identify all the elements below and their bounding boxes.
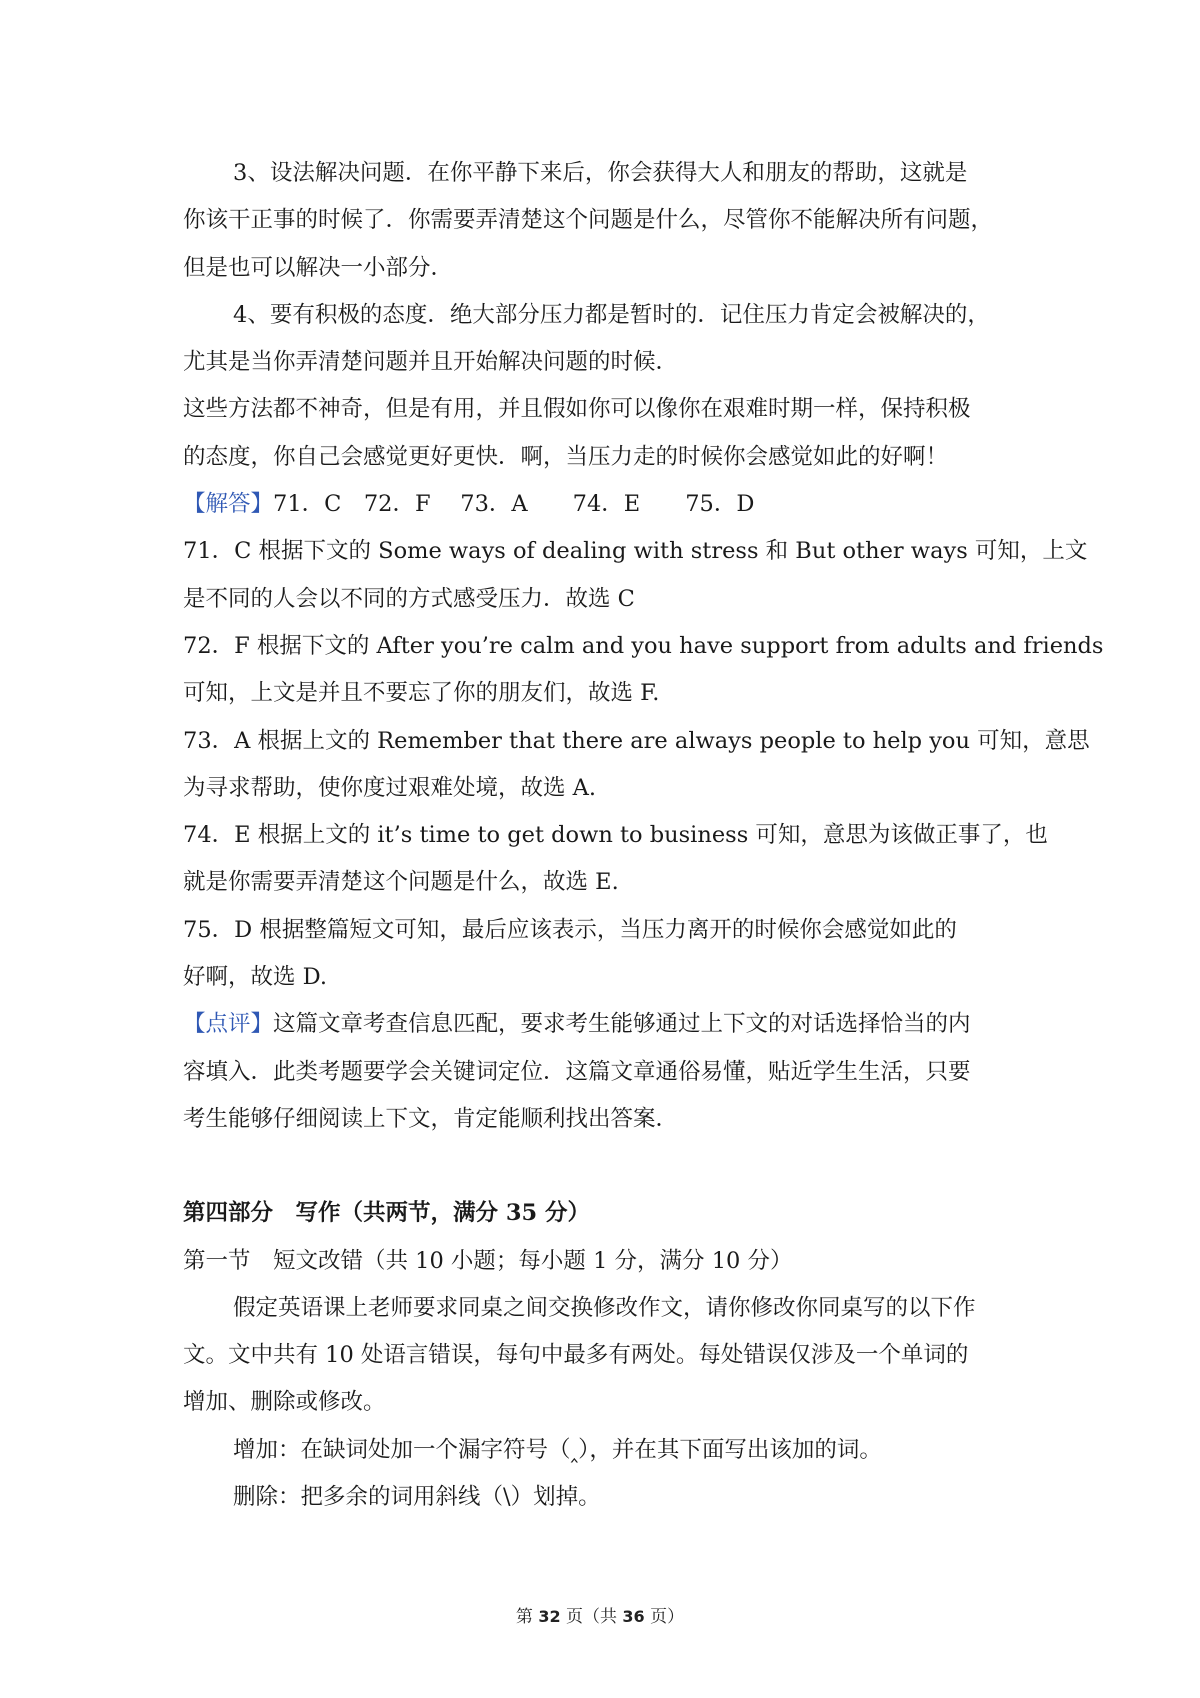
summary-line-1: 这些方法都不神奇，但是有用，并且假如你可以像你在艰难时期一样，保持积极 xyxy=(183,396,971,423)
section-1-title: 第一节 短文改错（共 10 小题；每小题 1 分，满分 10 分） xyxy=(183,1247,793,1274)
tip-3-line-3: 但是也可以解决一小部分． xyxy=(183,254,454,281)
explanation-75-line-1: 75．D 根据整篇短文可知，最后应该表示，当压力离开的时候你会感觉如此的 xyxy=(183,916,957,943)
instructions-line-3: 增加、删除或修改。 xyxy=(183,1389,386,1416)
explanation-75-line-2: 好啊，故选 D. xyxy=(183,964,328,991)
explanation-71-line-1: 71．C 根据下文的 Some ways of dealing with stress 和 But other ways 可知，上文 xyxy=(183,538,1088,565)
footer-prefix: 第 xyxy=(515,1607,539,1627)
explanation-72-line-1: 72．F 根据下文的 After you’re calm and you have support from adults and friends xyxy=(183,632,1104,659)
comment-text-1: 这篇文章考查信息匹配，要求考生能够通过上下文的对话选择恰当的内 xyxy=(273,1011,971,1038)
explanation-73-line-2: 为寻求帮助，使你度过艰难处境，故选 A. xyxy=(183,774,597,801)
comment-line-1 xyxy=(183,1001,1023,1048)
add-rule: 增加：在缺词处加一个漏字符号（‸），并在其下面写出该加的词。 xyxy=(233,1436,882,1463)
answer-keys: 71．C 72．F 73．A 74．E 75．D xyxy=(273,491,755,518)
summary-line-2: 的态度，你自己会感觉更好更快．啊，当压力走的时候你会感觉如此的好啊！ xyxy=(183,443,949,470)
section-gap xyxy=(183,1143,1023,1190)
explanation-74-line-1: 74．E 根据上文的 it’s time to get down to business 可知，意思为该做正事了，也 xyxy=(183,822,1048,849)
tip-3-line-2: 你该干正事的时候了．你需要弄清楚这个问题是什么，尽管你不能解决所有问题， xyxy=(183,207,994,234)
footer-middle: 页（共 xyxy=(560,1607,623,1627)
comment-line-2: 容填入．此类考题要学会关键词定位．这篇文章通俗易懂，贴近学生生活，只要 xyxy=(183,1058,971,1085)
explanation-73-line-1: 73．A 根据上文的 Remember that there are always people to help you 可知，意思 xyxy=(183,727,1090,754)
tip-3-line-1: 3、设法解决问题．在你平静下来后，你会获得大人和朋友的帮助，这就是 xyxy=(233,160,968,186)
footer-suffix: 页） xyxy=(644,1607,685,1627)
instructions-line-1: 假定英语课上老师要求同桌之间交换修改作文，请你修改你同桌写的以下作 xyxy=(233,1294,976,1321)
answer-tag: 【解答】 xyxy=(183,491,274,518)
part-4-heading: 第四部分 写作（共两节，满分 35 分） xyxy=(183,1200,590,1227)
comment-tag: 【点评】 xyxy=(183,1011,274,1038)
explanation-74-line-2: 就是你需要弄清楚这个问题是什么，故选 E. xyxy=(183,869,619,896)
footer-total-pages: 36 xyxy=(622,1607,645,1626)
tip-4-line-2: 尤其是当你弄清楚问题并且开始解决问题的时候． xyxy=(183,349,679,376)
footer-page-number: 32 xyxy=(538,1607,561,1626)
answer-line xyxy=(183,481,1023,528)
delete-rule: 删除：把多余的词用斜线（\）划掉。 xyxy=(233,1484,601,1511)
tip-4-line-1: 4、要有积极的态度．绝大部分压力都是暂时的．记住压力肯定会被解决的， xyxy=(233,301,990,328)
page-footer xyxy=(0,1602,1200,1627)
comment-line-3: 考生能够仔细阅读上下文，肯定能顺利找出答案． xyxy=(183,1105,679,1132)
instructions-line-2: 文。文中共有 10 处语言错误，每句中最多有两处。每处错误仅涉及一个单词的 xyxy=(183,1342,969,1369)
page-content xyxy=(183,150,1104,1521)
explanation-71-line-2: 是不同的人会以不同的方式感受压力．故选 C xyxy=(183,585,635,612)
explanation-72-line-2: 可知，上文是并且不要忘了你的朋友们，故选 F. xyxy=(183,680,660,707)
